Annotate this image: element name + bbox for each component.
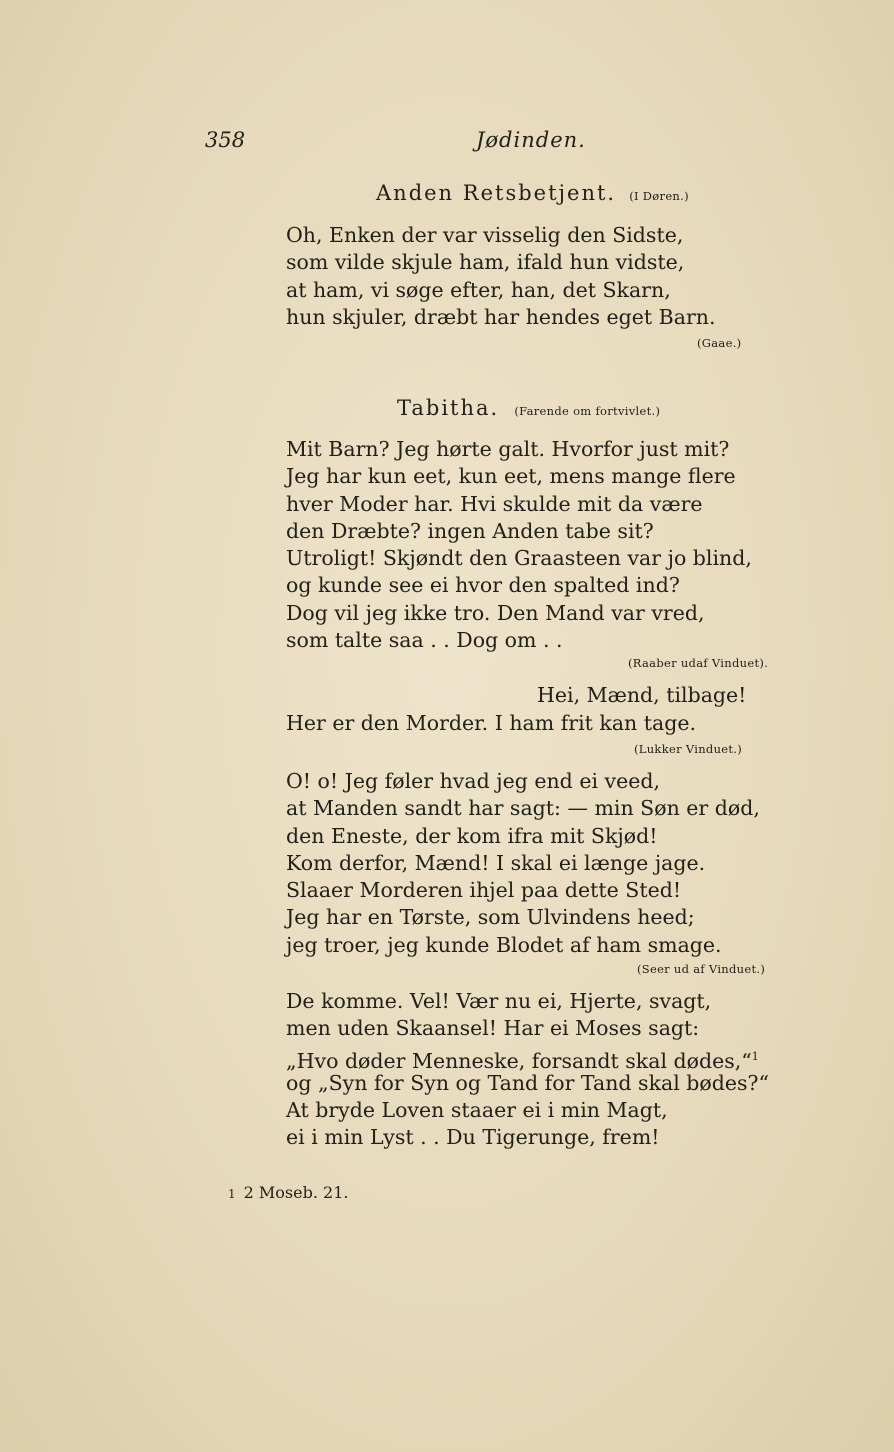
verse-line: At bryde Loven staaer ei i min Magt, <box>286 1098 668 1123</box>
verse-line: og kunde see ei hvor den spalted ind? <box>286 573 680 598</box>
stage-direction-raaber: (Raaber udaf Vinduet). <box>628 656 769 670</box>
verse-line: Utroligt! Skjøndt den Graasteen var jo blind, <box>286 546 752 571</box>
verse-line: Dog vil jeg ikke tro. Den Mand var vred, <box>286 600 705 625</box>
footnote <box>228 1183 348 1202</box>
stage-direction-lukker: (Lukker Vinduet.) <box>634 742 743 756</box>
verse-line: hver Moder har. Hvi skulde mit da være <box>286 491 703 516</box>
stanza-4 <box>286 768 760 959</box>
verse-line: men uden Skaansel! Har ei Moses sagt: <box>286 1016 700 1041</box>
verse-line: Jeg har en Tørste, som Ulvindens heed; <box>286 905 695 930</box>
running-title: Jødinden. <box>476 128 586 152</box>
verse-line: Mit Barn? Jeg hørte galt. Hvorfor just mit? <box>286 437 730 461</box>
speaker-name: Tabitha. <box>397 396 500 420</box>
verse-line: som talte saa . . Dog om . . <box>286 628 563 653</box>
verse-line: og „Syn for Syn og Tand for Tand skal bødes?“ <box>286 1070 770 1095</box>
speaker-heading-2 <box>397 396 660 420</box>
verse-line: som vilde skjule ham, ifald hun vidste, <box>286 250 685 275</box>
verse-line: Slaaer Morderen ihjel paa dette Sted! <box>286 878 682 903</box>
verse-line: at Manden sandt har sagt: — min Søn er død, <box>286 796 760 821</box>
verse-line: jeg troer, jeg kunde Blodet af ham smage. <box>286 932 722 957</box>
verse-line: ei i min Lyst . . Du Tigerunge, frem! <box>286 1125 660 1150</box>
footnote-text: 2 Moseb. 21. <box>243 1183 349 1202</box>
footnote-marker: 1 <box>228 1187 236 1201</box>
verse-line: at ham, vi søge efter, han, det Skarn, <box>286 277 671 302</box>
stage-direction-seer: (Seer ud af Vinduet.) <box>637 962 766 976</box>
stanza-1 <box>286 222 715 331</box>
stage-direction: (I Døren.) <box>629 189 689 203</box>
verse-line: hun skjuler, dræbt har hendes eget Barn. <box>286 304 716 329</box>
footnote-reference: 1 <box>751 1049 759 1063</box>
speaker-name: Anden Retsbetjent. <box>376 181 617 205</box>
speaker-heading-1 <box>376 181 689 205</box>
verse-line: den Dræbte? ingen Anden tabe sit? <box>286 518 654 543</box>
stanza-5 <box>286 988 769 1152</box>
verse-line: Kom derfor, Mænd! I skal ei længe jage. <box>286 850 706 875</box>
verse-line <box>286 1043 769 1073</box>
page-number: 358 <box>205 128 246 152</box>
verse-line: O! o! Jeg føler hvad jeg end ei veed, <box>286 769 661 793</box>
verse-line-hei: Hei, Mænd, tilbage! <box>537 683 747 707</box>
verse-line-morder: Her er den Morder. I ham frit kan tage. <box>286 711 696 735</box>
verse-line: Jeg har kun eet, kun eet, mens mange flere <box>286 464 736 489</box>
verse-line: den Eneste, der kom ifra mit Skjød! <box>286 823 658 848</box>
stage-direction-gaae: (Gaae.) <box>697 336 742 350</box>
stage-direction: (Farende om fortvivlet.) <box>514 404 661 418</box>
verse-line: Oh, Enken der var visselig den Sidste, <box>286 223 684 247</box>
stanza-2 <box>286 436 752 654</box>
verse-line: De komme. Vel! Vær nu ei, Hjerte, svagt, <box>286 989 712 1013</box>
verse-text: „Hvo døder Menneske, forsandt skal dødes,“ <box>286 1048 752 1073</box>
